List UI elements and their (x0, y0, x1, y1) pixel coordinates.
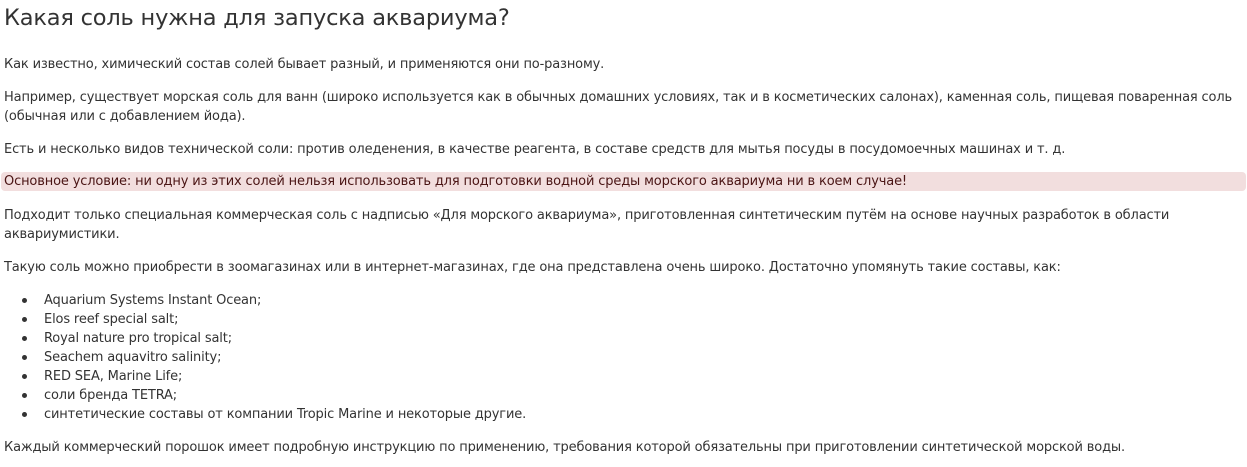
bullet-icon (22, 317, 27, 322)
paragraph-intro: Как известно, химический состав солей бывает разный, и применяются они по-разному. (4, 57, 605, 72)
list-item-label: RED SEA, Marine Life; (44, 369, 183, 384)
list-item-label: соли бренда TETRA; (44, 388, 178, 403)
paragraph-commercial-salt: Подходит только специальная коммерческая соль с надписью «Для морского аквариума», приготовленная синтетическим путём на основе научных разработок в области аквариумистики. (4, 208, 1170, 242)
bullet-icon (22, 412, 27, 417)
bullet-icon (22, 393, 27, 398)
list-item (44, 405, 526, 424)
list-item-label: Elos reef special salt; (44, 312, 179, 327)
list-item (44, 348, 526, 367)
bullet-icon (22, 336, 27, 341)
list-item-label: Aquarium Systems Instant Ocean; (44, 293, 262, 308)
bullet-icon (22, 355, 27, 360)
list-item-label: Seachem aquavitro salinity; (44, 350, 222, 365)
list-item (44, 329, 526, 348)
list-item (44, 310, 526, 329)
salt-brand-list (44, 291, 526, 424)
paragraph-main-condition: Основное условие: ни одну из этих солей нельзя использовать для подготовки водной среды морского аквариума ни в коем случае! (4, 174, 907, 189)
paragraph-closing: Каждый коммерческий порошок имеет подробную инструкцию по применению, требования которой обязательны при приготовлении синтетической морской воды. (4, 440, 1126, 455)
paragraph-where-to-buy: Такую соль можно приобрести в зоомагазинах или в интернет-магазинах, где она представлена очень широко. Достаточно упомянуть такие составы, как: (4, 260, 1061, 275)
list-item-label: Royal nature pro tropical salt; (44, 331, 232, 346)
list-item (44, 367, 526, 386)
paragraph-technical-salt: Есть и несколько видов технической соли: против оледенения, в качестве реагента, в составе средств для мытья посуды в посудомоечных машинах и т. д. (4, 142, 1066, 157)
list-item (44, 386, 526, 405)
paragraph-examples: Например, существует морская соль для ванн (широко используется как в обычных домашних условиях, так и в косметических салонах), каменная соль, пищевая поваренная соль (обычная или с добавлением йода). (4, 90, 1233, 124)
bullet-icon (22, 298, 27, 303)
bullet-icon (22, 374, 27, 379)
article-title: Какая соль нужна для запуска аквариума? (4, 5, 510, 31)
list-item-label: синтетические составы от компании Tropic Marine и некоторые другие. (44, 407, 527, 422)
list-item (44, 291, 526, 310)
